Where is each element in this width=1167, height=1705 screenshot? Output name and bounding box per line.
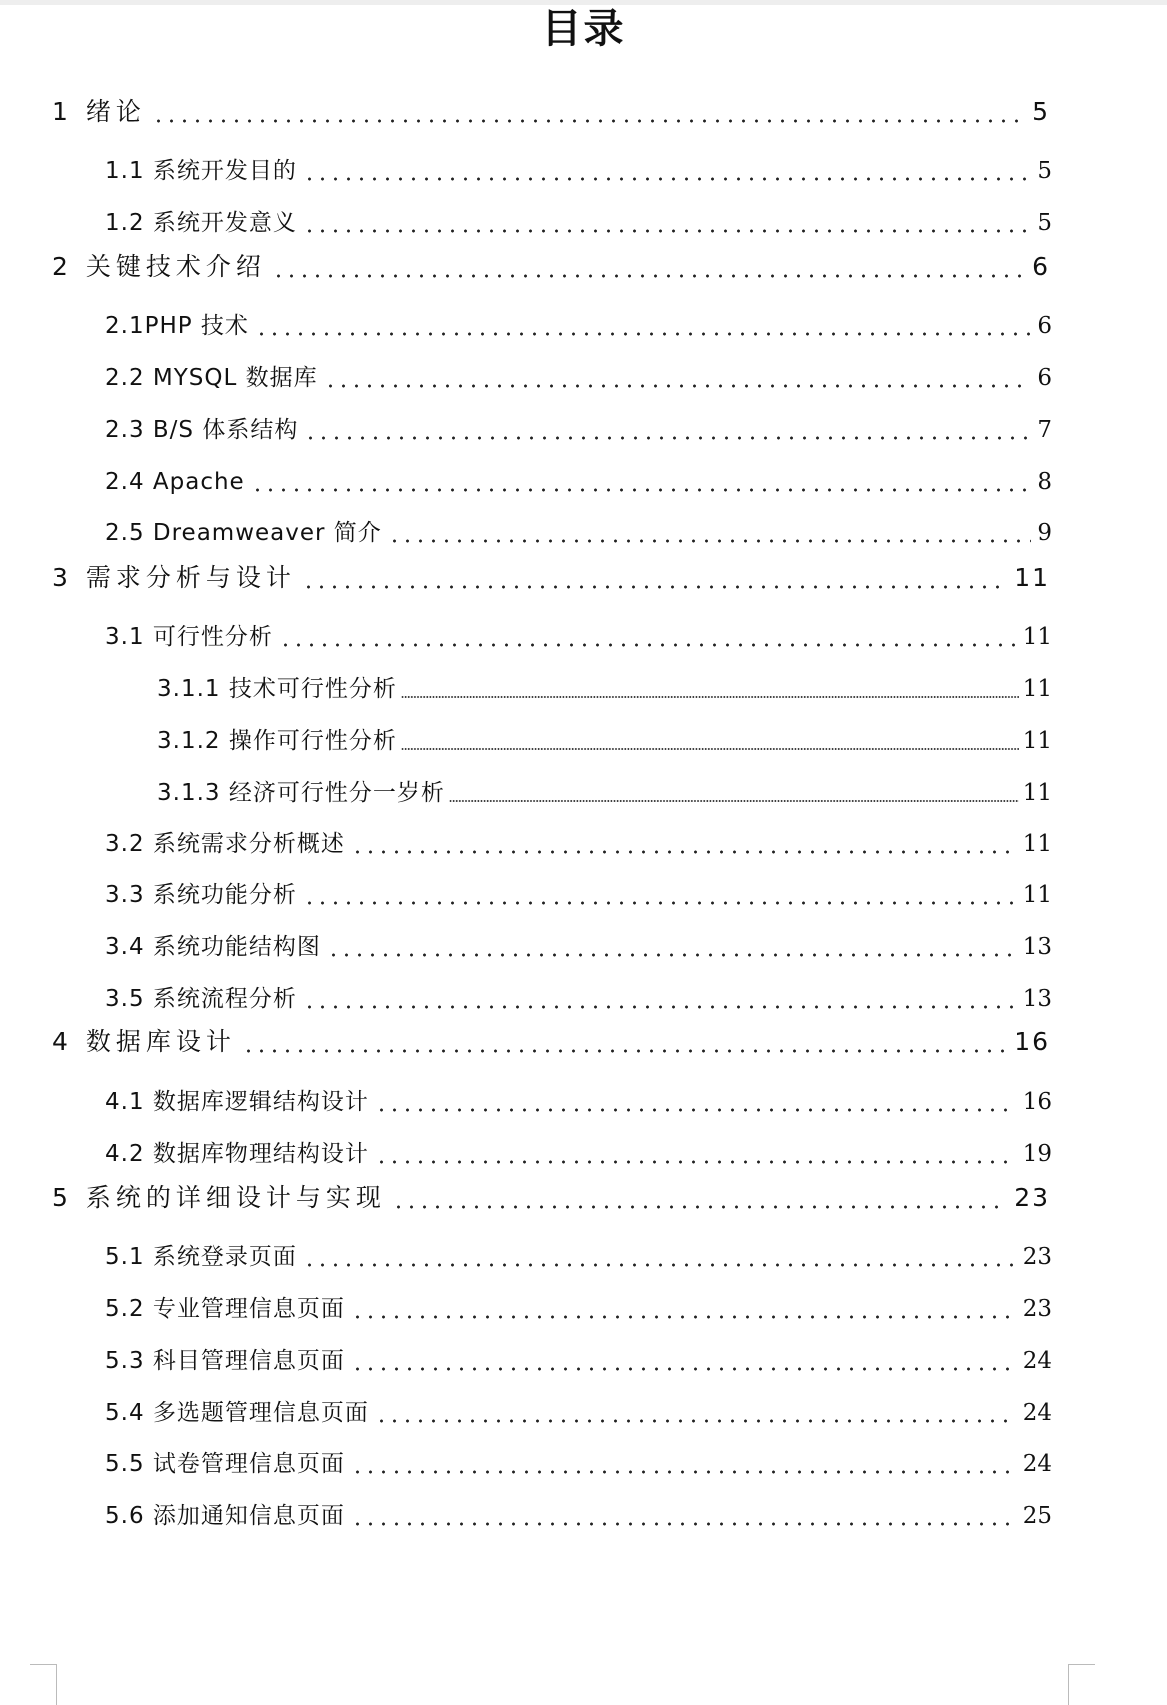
- toc-dot-leader: [351, 1521, 1017, 1527]
- toc-entry-title: 5.3 科目管理信息页面: [105, 1348, 345, 1374]
- toc-entry-title: 3.4 系统功能结构图: [105, 934, 321, 960]
- toc-dot-leader: [303, 900, 1017, 906]
- toc-title: 目录: [541, 6, 626, 52]
- toc-dot-leader: [303, 228, 1031, 234]
- toc-dot-leader: [327, 952, 1017, 958]
- toc-dot-leader: [388, 538, 1032, 544]
- toc-page-number: 11: [1022, 624, 1052, 650]
- toc-dot-leader: [375, 1107, 1017, 1113]
- toc-dot-leader: [152, 118, 1026, 124]
- toc-page-number: 6: [1037, 365, 1052, 391]
- toc-entry-level-2: [105, 983, 1052, 1015]
- toc-page-number: 19: [1022, 1141, 1052, 1167]
- toc-entry-title: 3 需求分析与设计: [52, 563, 296, 592]
- toc-dot-leader: [242, 1048, 1008, 1054]
- toc-page-number: 23: [1014, 1183, 1050, 1212]
- toc-page-number: 11: [1022, 728, 1052, 754]
- toc-entry-title: 2.5 Dreamweaver 简介: [105, 520, 382, 546]
- toc-dot-leader: [303, 176, 1031, 182]
- toc-entry-title: 2.4 Apache: [105, 469, 245, 495]
- toc-entry-title: 3.1.2 操作可行性分析: [157, 728, 397, 754]
- toc-dot-leader: [302, 584, 1008, 590]
- toc-entry-title: 5.1 系统登录页面: [105, 1244, 297, 1270]
- toc-page-number: 25: [1022, 1503, 1052, 1529]
- toc-page-number: 24: [1022, 1451, 1052, 1477]
- toc-entry-level-2: [105, 1241, 1052, 1273]
- toc-entry-level-2: [105, 1448, 1052, 1480]
- toc-page-number: 24: [1022, 1348, 1052, 1374]
- toc-entry-level-1: [52, 561, 1050, 595]
- toc-entry-level-2: [105, 879, 1052, 911]
- toc-page-number: 9: [1037, 520, 1052, 546]
- toc-entry-level-1: [52, 1025, 1050, 1059]
- toc-page-number: 11: [1014, 563, 1050, 592]
- toc-page-number: 16: [1022, 1089, 1052, 1115]
- toc-page-number: 13: [1022, 986, 1052, 1012]
- toc-entry-level-2: [105, 207, 1052, 239]
- toc-dot-leader: [449, 798, 1019, 804]
- toc-entry-level-2: [105, 1345, 1052, 1377]
- toc-page-number: 23: [1022, 1296, 1052, 1322]
- toc-entry-level-2: [105, 931, 1052, 963]
- toc-entry-title: 5.4 多选题管理信息页面: [105, 1400, 369, 1426]
- toc-entry-level-2: [105, 1500, 1052, 1532]
- page-corner-mark-left: [30, 1664, 57, 1705]
- toc-entry-title: 3.2 系统需求分析概述: [105, 831, 345, 857]
- toc-dot-leader: [351, 1366, 1017, 1372]
- toc-page-number: 11: [1022, 676, 1052, 702]
- page-corner-mark-right: [1068, 1664, 1095, 1705]
- toc-entry-title: 2.2 MYSQL 数据库: [105, 365, 318, 391]
- toc-entry-title: 2.3 B/S 体系结构: [105, 417, 299, 443]
- toc-page-number: 6: [1037, 313, 1052, 339]
- toc-entry-level-1: [52, 95, 1050, 129]
- toc-dot-leader: [401, 694, 1019, 700]
- toc-entry-level-2: [105, 621, 1052, 653]
- toc-dot-leader: [351, 849, 1017, 855]
- toc-entry-title: 3.1.3 经济可行性分一岁析: [157, 780, 445, 806]
- toc-entry-title: 5 系统的详细设计与实现: [52, 1183, 386, 1212]
- toc-entry-title: 4.2 数据库物理结构设计: [105, 1141, 369, 1167]
- toc-entry-level-2: [105, 828, 1052, 860]
- toc-entry-title: 5.6 添加通知信息页面: [105, 1503, 345, 1529]
- toc-entry-level-2: [105, 310, 1052, 342]
- toc-entry-level-3: [157, 777, 1052, 809]
- toc-dot-leader: [303, 1262, 1017, 1268]
- toc-entry-level-2: [105, 414, 1052, 446]
- toc-dot-leader: [351, 1469, 1017, 1475]
- toc-entry-title: 3.3 系统功能分析: [105, 882, 297, 908]
- toc-entry-level-2: [105, 155, 1052, 187]
- toc-dot-leader: [255, 331, 1031, 337]
- toc-entry-title: 1 绪论: [52, 97, 146, 126]
- toc-entry-level-2: [105, 1397, 1052, 1429]
- toc-dot-leader: [251, 487, 1032, 493]
- toc-entry-level-2: [105, 517, 1052, 549]
- toc-page-number: 11: [1022, 882, 1052, 908]
- toc-entry-title: 3.1 可行性分析: [105, 624, 273, 650]
- toc-entry-title: 4.1 数据库逻辑结构设计: [105, 1089, 369, 1115]
- toc-dot-leader: [351, 1314, 1017, 1320]
- toc-page-number: 11: [1022, 780, 1052, 806]
- toc-dot-leader: [392, 1204, 1008, 1210]
- toc-page-number: 7: [1037, 417, 1052, 443]
- toc-page-number: 6: [1032, 252, 1050, 281]
- toc-page-number: 8: [1037, 469, 1052, 495]
- toc-page-number: 13: [1022, 934, 1052, 960]
- toc-dot-leader: [375, 1418, 1017, 1424]
- toc-entry-title: 1.2 系统开发意义: [105, 210, 297, 236]
- toc-page-number: 5: [1037, 158, 1052, 184]
- toc-dot-leader: [324, 383, 1032, 389]
- toc-page-number: 11: [1022, 831, 1052, 857]
- toc-entry-level-2: [105, 1138, 1052, 1170]
- toc-dot-leader: [272, 273, 1026, 279]
- toc-entry-title: 5.2 专业管理信息页面: [105, 1296, 345, 1322]
- toc-entry-level-2: [105, 466, 1052, 498]
- toc-entry-level-3: [157, 673, 1052, 705]
- toc-page-number: 16: [1014, 1027, 1050, 1056]
- toc-entry-level-1: [52, 250, 1050, 284]
- toc-dot-leader: [375, 1159, 1017, 1165]
- toc-entry-level-1: [52, 1181, 1050, 1215]
- toc-entry-title: 4 数据库设计: [52, 1027, 236, 1056]
- toc-page-number: 23: [1022, 1244, 1052, 1270]
- toc-entry-title: 2.1PHP 技术: [105, 313, 249, 339]
- toc-dot-leader: [303, 1004, 1017, 1010]
- toc-dot-leader: [304, 435, 1031, 441]
- toc-entry-title: 5.5 试卷管理信息页面: [105, 1451, 345, 1477]
- toc-page-number: 5: [1032, 97, 1050, 126]
- toc-dot-leader: [279, 642, 1017, 648]
- toc-entry-title: 2 关键技术介绍: [52, 252, 266, 281]
- toc-entry-title: 3.5 系统流程分析: [105, 986, 297, 1012]
- toc-entry-level-2: [105, 1086, 1052, 1118]
- toc-entry-title: 1.1 系统开发目的: [105, 158, 297, 184]
- toc-page-number: 24: [1022, 1400, 1052, 1426]
- toc-entry-title: 3.1.1 技术可行性分析: [157, 676, 397, 702]
- toc-dot-leader: [401, 746, 1019, 752]
- toc-entry-level-2: [105, 362, 1052, 394]
- toc-entry-level-2: [105, 1293, 1052, 1325]
- toc-entry-level-3: [157, 725, 1052, 757]
- toc-page-number: 5: [1037, 210, 1052, 236]
